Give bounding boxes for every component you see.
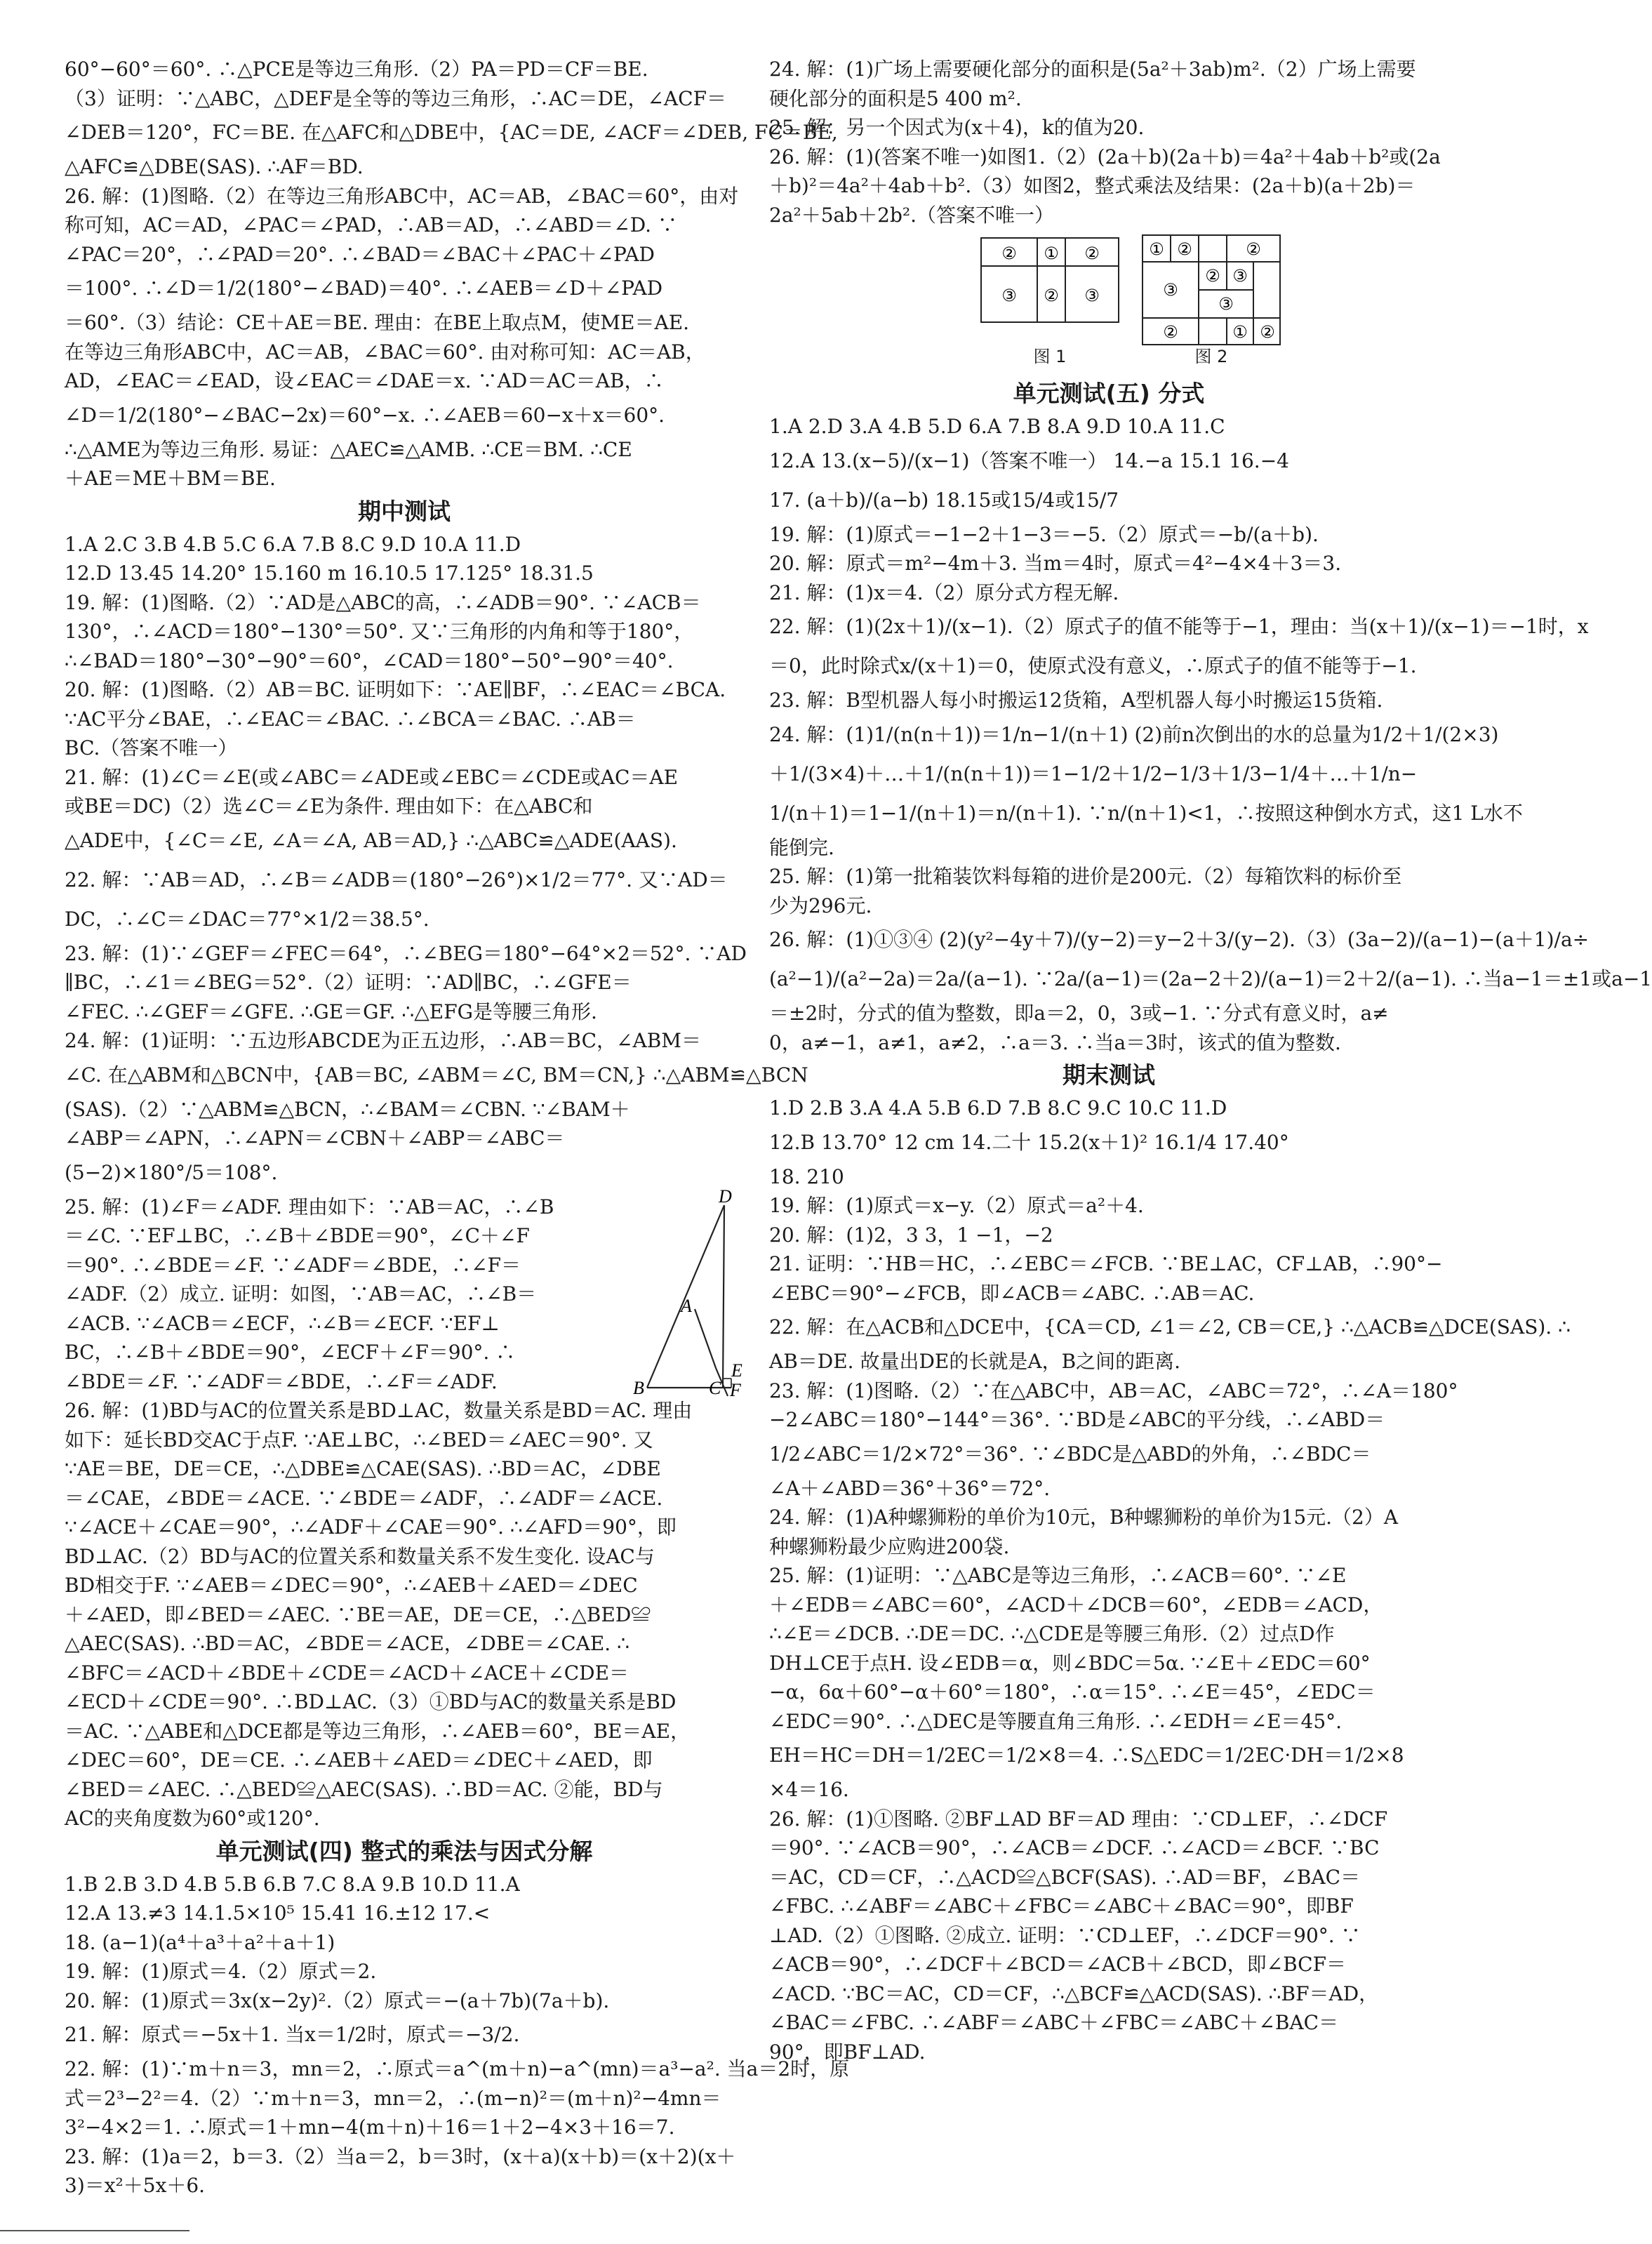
answer-line: 1.B 2.B 3.D 4.B 5.B 6.B 7.C 8.A 9.B 10.D 11.A [65, 1872, 520, 1896]
text-line: 20. 解：(1)图略.（2）AB＝BC. 证明如下：∵AE∥BF，∴∠EAC＝∠BCA. [65, 678, 726, 701]
text-line: 24. 解：(1)A种螺狮粉的单价为10元，B种螺狮粉的单价为15元.（2）A [769, 1506, 1399, 1529]
text-line: 式＝2³−2²＝4.（2）∵m＋n＝3，mn＝2，∴(m−n)²＝(m＋n)²−4mn＝ [65, 2086, 721, 2110]
text-line: ＝∠CAE，∠BDE＝∠ACE. ∵∠BDE＝∠ADF，∴∠ADF＝∠ACE. [65, 1486, 663, 1510]
text-line: ＝60°.（3）结论：CE＋AE＝BE. 理由：在BE上取点M，使ME＝AE. [65, 311, 690, 334]
figure-1 [980, 234, 1120, 367]
text-line: DC，∴∠C＝∠DAC＝77°×1/2＝38.5°. [65, 907, 429, 931]
cell-label: ② [1205, 266, 1220, 286]
cell-label: ③ [1001, 286, 1017, 305]
section-title-midterm: 期中测试 [358, 497, 451, 525]
text-line: 3²−4×2＝1. ∴原式＝1＋mn−4(m＋n)＋16＝1＋2−4×3＋16＝7. [65, 2116, 675, 2139]
text-line: ∠BAC＝∠FBC. ∴∠ABF＝∠ABC＋∠FBC＝∠ABC＋∠BAC＝ [769, 2011, 1339, 2034]
text-line: 25. 解：另一个因式为(x＋4)，k的值为20. [769, 116, 1145, 139]
text-line: (a²−1)/(a²−2a)＝2a/(a−1). ∵2a/(a−1)＝(2a−2＋2)/(a−1)＝2＋2/(a−1). ∴当a−1＝±1或a−1 [769, 967, 1652, 990]
cell-label: ② [1044, 286, 1059, 305]
left-block-a [65, 55, 838, 493]
label-C: C [709, 1377, 721, 1398]
triangle-figure [626, 1186, 745, 1405]
text-line: 21. 解：原式＝−5x＋1. 当x＝1/2时，原式＝−3/2. [65, 2023, 520, 2046]
text-line: 24. 解：(1)广场上需要硬化部分的面积是(5a²＋3ab)m².（2）广场上需要 [769, 58, 1416, 81]
right-block-c [769, 1094, 1571, 2066]
text-line: ∠DEB＝120°，FC＝BE. 在△AFC和△DBE中，{AC＝DE, ∠ACF＝∠DEB, FC＝BE, [65, 121, 838, 144]
text-line: △ADE中，{∠C＝∠E, ∠A＝∠A, AB＝AD,} ∴△ABC≌△ADE(AAS). [65, 828, 677, 852]
figure-2-caption: 图 2 [1194, 347, 1228, 366]
area-figures [769, 234, 1448, 374]
text-line: ＋∠AED，即∠BED＝∠AEC. ∵BE＝AE，DE＝CE，∴△BED≌ [65, 1602, 651, 1626]
text-line: 如下：延长BD交AC于点F. ∵AE⊥BC，∴∠BED＝∠AEC＝90°. 又 [65, 1428, 653, 1452]
cell-label: ② [1177, 239, 1192, 259]
text-line: 少为296元. [769, 894, 872, 917]
text-line: ＋b)²＝4a²＋4ab＋b².（3）如图2，整式乘法及结果：(2a＋b)(a＋2b)＝ [769, 174, 1415, 197]
text-line: ∠EBC＝90°−∠FCB，即∠ACB＝∠ABC. ∴AB＝AC. [769, 1281, 1255, 1305]
text-line: 21. 解：(1)x＝4.（2）原分式方程无解. [769, 580, 1119, 604]
text-line: −α，6α＋60°−α＋60°＝180°，∴α＝15°. ∴∠E＝45°，∠EDC＝ [769, 1680, 1375, 1704]
text-line: ＝∠C. ∵EF⊥BC，∴∠B＋∠BDE＝90°，∠C＋∠F [65, 1224, 530, 1247]
text-line: BC.（答案不唯一） [65, 736, 238, 759]
text-line: 22. 解：在△ACB和△DCE中，{CA＝CD, ∠1＝∠2, CB＝CE,} ∴△ACB≌△DCE(SAS). ∴ [769, 1315, 1571, 1339]
cell-label: ② [1246, 239, 1261, 259]
text-line: 26. 解：(1)①图略. ②BF⊥AD BF＝AD 理由：∵CD⊥EF，∴∠DCF [769, 1807, 1388, 1831]
text-line: 130°，∴∠ACD＝180°−130°＝50°. 又∵三角形的内角和等于180°， [65, 620, 694, 643]
text-line: 1/2∠ABC＝1/2×72°＝36°. ∵∠BDC是△ABD的外角，∴∠BDC＝ [769, 1442, 1371, 1466]
text-line: 硬化部分的面积是5 400 m². [769, 86, 1022, 110]
label-A: A [681, 1295, 692, 1316]
text-line: BD⊥AC.（2）BD与AC的位置关系和数量关系不发生变化. 设AC与 [65, 1544, 655, 1568]
text-line: 在等边三角形ABC中，AC＝AB，∠BAC＝60°. 由对称可知：AC＝AB， [65, 340, 705, 364]
text-line: AD，∠EAC＝∠EAD，设∠EAC＝∠DAE＝x. ∵AD＝AC＝AB，∴ [65, 369, 664, 392]
text-line: ∠ACB. ∵∠ACB＝∠ECF，∴∠B＝∠ECF. ∵EF⊥ [65, 1311, 500, 1335]
text-line: 22. 解：(1)(2x＋1)/(x−1).（2）原式子的值不能等于−1，理由：当(x＋1)/(x−1)＝−1时，x [769, 615, 1589, 638]
text-line: 90°，即BF⊥AD. [769, 2040, 926, 2064]
right-block-a [769, 55, 1448, 230]
text-line: ∠BED＝∠AEC. ∴△BED≌△AEC(SAS). ∴BD＝AC. ②能，BD与 [65, 1777, 663, 1801]
cell-label: ③ [1163, 280, 1178, 300]
q25-block [65, 1186, 744, 1400]
text-line: ＋AE＝ME＋BM＝BE. [65, 467, 276, 490]
section-title-unit4: 单元测试(四) 整式的乘法与因式分解 [215, 1837, 593, 1865]
text-line: 1/(n＋1)＝1−1/(n＋1)＝n/(n＋1). ∵n/(n＋1)<1，∴按照这种倒水方式，这1 L水不 [769, 801, 1523, 825]
answer-line: 12.A 13.(x−5)/(x−1)（答案不唯一） 14.−a 15.1 16.−4 [769, 449, 1289, 472]
text-line: 22. 解：∵AB＝AD，∴∠B＝∠ADB＝(180°−26°)×1/2＝77°. 又∵AD＝ [65, 868, 728, 891]
text-line: 19. 解：(1)原式＝−1−2＋1−3＝−5.（2）原式＝−b/(a＋b). [769, 522, 1319, 546]
text-line: DH⊥CE于点H. 设∠EDB＝α，则∠BDC＝5α. ∵∠E＋∠EDC＝60° [769, 1651, 1371, 1675]
text-line: 20. 解：(1)2，3 3，1 −1，−2 [769, 1223, 1053, 1247]
text-line: 0，a≠−1，a≠1，a≠2，∴a＝3. ∴当a＝3时，该式的值为整数. [769, 1030, 1341, 1054]
cell-label: ③ [1084, 286, 1100, 305]
text-line: 19. 解：(1)原式＝x−y.（2）原式＝a²＋4. [769, 1194, 1144, 1217]
text-line: 20. 解：(1)原式＝3x(x−2y)².（2）原式＝−(a＋7b)(7a＋b). [65, 1989, 610, 2012]
answer-line: 12.B 13.70° 12 cm 14.二十 15.2(x＋1)² 16.1/4 17.40° [769, 1130, 1289, 1154]
cell-label: ② [1084, 244, 1100, 263]
text-line: 18. (a−1)(a⁴＋a³＋a²＋a＋1) [65, 1930, 335, 1954]
text-line: 26. 解：(1)①③④ (2)(y²−4y＋7)/(y−2)＝y−2＋3/(y−2).（3）(3a−2)/(a−1)−(a＋1)/a÷ [769, 928, 1590, 951]
text-line: ∠FBC. ∴∠ABF＝∠ABC＋∠FBC＝∠ABC＋∠BAC＝90°，即BF [769, 1894, 1354, 1918]
text-line: 称可知，AC＝AD，∠PAC＝∠PAD，∴AB＝AD，∴∠ABD＝∠D. ∵ [65, 213, 677, 237]
text-line: BC，∴∠B＋∠BDE＝90°，∠ECF＋∠F＝90°. ∴ [65, 1341, 516, 1364]
text-line: 21. 证明：∵HB＝HC，∴∠EBC＝∠FCB. ∵BE⊥AC，CF⊥AB，∴90°− [769, 1252, 1443, 1275]
figure-1-caption: 图 1 [1033, 347, 1067, 366]
page-edge-rule [0, 2230, 189, 2231]
text-line: ∠D＝1/2(180°−∠BAC−2x)＝60°−x. ∴∠AEB＝60−x＋x＝60°. [65, 403, 665, 427]
text-line: (SAS).（2）∵△ABM≌△BCN，∴∠BAM＝∠CBN. ∵∠BAM＋ [65, 1097, 630, 1121]
text-line: 25. 解：(1)第一批箱装饮料每箱的进价是200元.（2）每箱饮料的标价至 [769, 865, 1402, 888]
answer-line: 1.A 2.D 3.A 4.B 5.D 6.A 7.B 8.A 9.D 10.A 11.C [769, 415, 1225, 438]
text-line: 种螺狮粉最少应购进200袋. [769, 1534, 1010, 1558]
text-line: ⊥AD.（2）①图略. ②成立. 证明：∵CD⊥EF，∴∠DCF＝90°. ∵ [769, 1923, 1361, 1947]
text-line: 23. 解：(1)图略.（2）∵在△ABC中，AB＝AC，∠ABC＝72°，∴∠A＝180° [769, 1379, 1458, 1402]
cell-label: ② [1163, 322, 1178, 342]
text-line: ＝±2时，分式的值为整数，即a＝2，0，3或−1. ∵分式有意义时，a≠ [769, 1002, 1389, 1025]
text-line: ∠BDE＝∠F. ∵∠ADF＝∠BDE，∴∠F＝∠ADF. [65, 1369, 498, 1393]
text-line: ＝AC. ∵△ABE和△DCE都是等边三角形，∴∠AEB＝60°，BE＝AE， [65, 1719, 691, 1743]
text-line: ∴∠BAD＝180°−30°−90°＝60°，∠CAD＝180°−50°−90°＝40°. [65, 649, 674, 672]
text-line: ∴△AME为等边三角形. 易证：△AEC≌△AMB. ∴CE＝BM. ∴CE [65, 437, 632, 461]
triangle-diagram [626, 1186, 745, 1400]
text-line: BD相交于F. ∵∠AEB＝∠DEC＝90°，∴∠AEB＋∠AED＝∠DEC [65, 1574, 638, 1597]
text-line: 或BE＝DC)（2）选∠C＝∠E为条件. 理由如下：在△ABC和 [65, 795, 593, 818]
q25-text [65, 1193, 612, 1397]
text-line: ∠FEC. ∴∠GEF＝∠GFE. ∴GE＝GF. ∴△EFG是等腰三角形. [65, 1000, 597, 1023]
text-line: （3）证明：∵△ABC，△DEF是全等的等边三角形，∴AC＝DE，∠ACF＝ [65, 86, 727, 110]
text-line: ∵AC平分∠BAE，∴∠EAC＝∠BAC. ∴∠BCA＝∠BAC. ∴AB＝ [65, 707, 636, 731]
text-line: 26. 解：(1)BD与AC的位置关系是BD⊥AC，数量关系是BD＝AC. 理由 [65, 1399, 693, 1422]
text-line: (5−2)×180°/5＝108°. [65, 1160, 278, 1184]
text-line: 22. 解：(1)∵m＋n＝3，mn＝2，∴原式＝a^(m＋n)−a^(mn)＝a³−a². 当a＝2时，原 [65, 2057, 850, 2080]
text-line: EH＝HC＝DH＝1/2EC＝1/2×8＝4. ∴S△EDC＝1/2EC·DH＝1/2×8 [769, 1744, 1404, 1767]
cell-label: ② [1001, 244, 1017, 263]
figure-2-grid [1141, 234, 1281, 346]
text-line: ∠BFC＝∠ACD＋∠BDE＋∠CDE＝∠ACD＋∠ACE＋∠CDE＝ [65, 1661, 630, 1685]
text-line: 3)＝x²＋5x＋6. [65, 2174, 206, 2197]
figure-2 [1141, 234, 1281, 367]
answer-line: 1.D 2.B 3.A 4.A 5.B 6.D 7.B 8.C 9.C 10.C 11.D [769, 1096, 1227, 1120]
text-line: 21. 解：(1)∠C＝∠E(或∠ABC＝∠ADE或∠EBC＝∠CDE或AC＝AE [65, 765, 679, 789]
text-line: ∠ABP＝∠APN，∴∠APN＝∠CBN＋∠ABP＝∠ABC＝ [65, 1127, 565, 1150]
text-line: 19. 解：(1)图略.（2）∵AD是△ABC的高，∴∠ADB＝90°. ∵∠ACB＝ [65, 590, 701, 614]
text-line: ∵∠ACE＋∠CAE＝90°，∴∠ADF＋∠CAE＝90°. ∴∠AFD＝90°，即 [65, 1515, 677, 1539]
label-F: F [730, 1379, 741, 1400]
cell-label: ③ [1232, 266, 1248, 286]
right-block-b [769, 412, 1652, 1057]
text-line: ∵AE＝BE，DE＝CE，∴△DBE≌△CAE(SAS). ∴BD＝AC，∠DBE [65, 1457, 661, 1480]
text-line: 24. 解：(1)1/(n(n＋1))＝1/n−1/(n＋1) (2)前n次倒出的水的总量为1/2＋1/(2×3) [769, 722, 1499, 746]
q26-block [65, 1396, 744, 1833]
text-line: −2∠ABC＝180°−144°＝36°. ∵BD是∠ABC的平分线，∴∠ABD＝ [769, 1408, 1385, 1431]
text-line: 18. 210 [769, 1164, 844, 1188]
text-line: ∠ADF.（2）成立. 证明：如图，∵AB＝AC，∴∠B＝ [65, 1282, 537, 1306]
cell-label: ① [1232, 322, 1248, 342]
text-line: ∠DEC＝60°，DE＝CE. ∴∠AEB＋∠AED＝∠DEC＋∠AED，即 [65, 1748, 653, 1772]
right-column [769, 55, 1652, 2066]
text-line: ∠ECD＋∠CDE＝90°. ∴BD⊥AC.（3）①BD与AC的数量关系是BD [65, 1690, 677, 1713]
label-E: E [731, 1360, 742, 1381]
text-line: 24. 解：(1)证明：∵五边形ABCDE为正五边形，∴AB＝BC，∠ABM＝ [65, 1029, 701, 1052]
cell-label: ① [1149, 239, 1164, 259]
text-line: 19. 解：(1)原式＝4.（2）原式＝2. [65, 1960, 377, 1983]
text-line: 26. 解：(1)(答案不唯一)如图1.（2）(2a＋b)(2a＋b)＝4a²＋4ab＋b²或(2a [769, 145, 1441, 168]
section-title-final: 期末测试 [1063, 1061, 1155, 1089]
text-line: AC的夹角度数为60°或120°. [65, 1807, 320, 1830]
cell-label: ② [1260, 322, 1275, 342]
section-title-unit5: 单元测试(五) 分式 [1013, 380, 1205, 407]
text-line: ＝0，此时除式x/(x＋1)＝0，使原式没有意义，∴原式子的值不能等于−1. [769, 654, 1417, 677]
text-line: 23. 解：(1)∵∠GEF＝∠FEC＝64°，∴∠BEG＝180°−64°×2＝52°. ∵AD [65, 941, 747, 965]
text-line: ＝100°. ∴∠D＝1/2(180°−∠BAD)＝40°. ∴∠AEB＝∠D＋∠PAD [65, 277, 663, 300]
label-B: B [633, 1377, 644, 1398]
text-line: 60°−60°＝60°. ∴△PCE是等边三角形.（2）PA＝PD＝CF＝BE. [65, 58, 648, 81]
text-line: △AFC≌△DBE(SAS). ∴AF＝BD. [65, 155, 364, 178]
cell-label: ③ [1218, 294, 1234, 314]
text-line: ∠ACB＝90°，∴∠DCF＋∠BCD＝∠ACB＋∠BCD，即∠BCF＝ [769, 1953, 1347, 1976]
text-line: ∥BC，∴∠1＝∠BEG＝52°.（2）证明：∵AD∥BC，∴∠GFE＝ [65, 971, 632, 994]
text-line: ∠PAC＝20°，∴∠PAD＝20°. ∴∠BAD＝∠BAC＋∠PAC＋∠PAD [65, 242, 655, 266]
text-line: ＝AC，CD＝CF，∴△ACD≌△BCF(SAS). ∴AD＝BF，∠BAC＝ [769, 1865, 1361, 1889]
text-line: 25. 解：(1)∠F＝∠ADF. 理由如下：∵AB＝AC，∴∠B [65, 1195, 554, 1219]
text-line: ∠EDC＝90°. ∴△DEC是等腰直角三角形. ∴∠EDH＝∠E＝45°. [769, 1709, 1343, 1733]
text-line: ∠C. 在△ABM和△BCN中，{AB＝BC, ∠ABM＝∠C, BM＝CN,} ∴△ABM≌△BCN [65, 1063, 808, 1087]
label-D: D [719, 1186, 732, 1207]
figure-1-grid [980, 234, 1120, 346]
text-line: 23. 解：B型机器人每小时搬运12货箱，A型机器人每小时搬运15货箱. [769, 689, 1383, 712]
text-line: 25. 解：(1)证明：∵△ABC是等边三角形，∴∠ACB＝60°. ∵∠E [769, 1564, 1347, 1587]
text-line: ∠ACD. ∵BC＝AC，CD＝CF，∴△BCF≌△ACD(SAS). ∴BF＝AD， [769, 1981, 1379, 2005]
answer-line: 12.D 13.45 14.20° 15.160 m 16.10.5 17.125° 18.31.5 [65, 562, 594, 585]
text-line: ∠A＋∠ABD＝36°＋36°＝72°. [769, 1476, 1051, 1500]
text-line: △AEC(SAS). ∴BD＝AC，∠BDE＝∠ACE，∠DBE＝∠CAE. ∴ [65, 1632, 630, 1655]
text-line: 2a²＋5ab＋2b².（答案不唯一） [769, 203, 1055, 227]
text-line: ＝90°. ∴∠BDE＝∠F. ∵∠ADF＝∠BDE，∴∠F＝ [65, 1253, 521, 1277]
text-line: 23. 解：(1)a＝2，b＝3.（2）当a＝2，b＝3时，(x＋a)(x＋b)＝(x＋2)(x＋ [65, 2144, 736, 2168]
text-line: AB＝DE. 故量出DE的长就是A，B之间的距离. [769, 1350, 1181, 1373]
text-line: ＋∠EDB＝∠ABC＝60°，∠ACD＋∠DCB＝60°，∠EDB＝∠ACD， [769, 1593, 1383, 1616]
answer-line: 1.A 2.C 3.B 4.B 5.C 6.A 7.B 8.C 9.D 10.A 11.D [65, 532, 521, 556]
text-line: ∴∠E＝∠DCB. ∴DE＝DC. ∴△CDE是等腰三角形.（2）过点D作 [769, 1622, 1335, 1645]
text-line: ×4＝16. [769, 1778, 849, 1801]
cell-label: ① [1044, 244, 1059, 263]
text-line: 能倒完. [769, 835, 834, 859]
text-line: ＝90°. ∵∠ACB＝90°，∴∠ACB＝∠DCF. ∴∠ACD＝∠BCF. ∵BC [769, 1836, 1380, 1859]
text-line: 26. 解：(1)图略.（2）在等边三角形ABC中，AC＝AB，∠BAC＝60°，由对 [65, 184, 739, 208]
answer-line: 12.A 13.≠3 14.1.5×10⁵ 15.41 16.±12 17.< [65, 1901, 491, 1925]
text-line: 20. 解：原式＝m²−4m＋3. 当m＝4时，原式＝4²−4×4＋3＝3. [769, 552, 1342, 575]
text-line: 17. (a＋b)/(a−b) 18.15或15/4或15/7 [769, 488, 1119, 512]
text-line: ＋1/(3×4)＋…＋1/(n(n＋1))＝1−1/2＋1/2−1/3＋1/3−1/4＋…＋1/n− [769, 762, 1418, 785]
